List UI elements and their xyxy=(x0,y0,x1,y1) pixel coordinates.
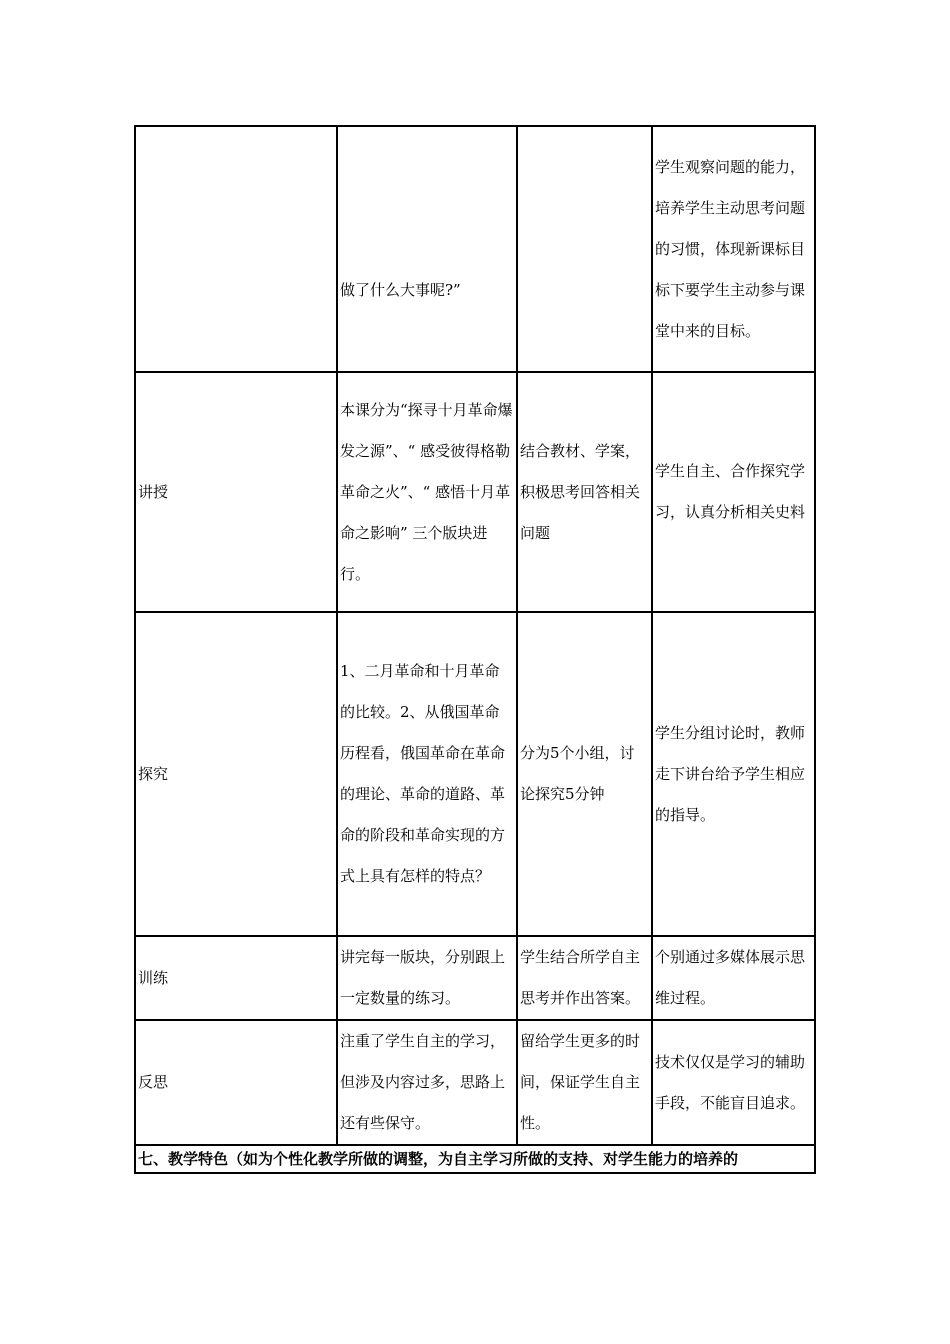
teacher-activity-text: 做了什么大事呢?” xyxy=(340,280,461,299)
teacher-activity-cell: 1、二月革命和十月革命的比较。2、从俄国革命历程看，俄国革命在革命的理论、革命的道路、革命的阶段和革命实现的方式上具有怎样的特点？ xyxy=(337,612,517,936)
design-intent-cell: 学生自主、合作探究学习，认真分析相关史料 xyxy=(652,372,815,612)
lesson-plan-table xyxy=(134,125,816,1174)
design-intent-cell: 技术仅仅是学习的辅助手段，不能盲目追求。 xyxy=(652,1020,815,1145)
section-heading-row xyxy=(135,1145,815,1173)
student-activity-cell xyxy=(517,126,652,372)
student-activity-cell: 分为5个小组，讨论探究5分钟 xyxy=(517,612,652,936)
teacher-activity-cell xyxy=(337,126,517,372)
student-activity-cell: 结合教材、学案，积极思考回答相关问题 xyxy=(517,372,652,612)
teacher-activity-cell: 本课分为“探寻十月革命爆发之源”、“ 感受彼得格勒革命之火”、“ 感悟十月革命之影响” 三个版块进行。 xyxy=(337,372,517,612)
design-intent-cell: 学生分组讨论时，教师走下讲台给予学生相应的指导。 xyxy=(652,612,815,936)
stage-cell: 训练 xyxy=(135,936,337,1020)
student-activity-cell: 留给学生更多的时间，保证学生自主性。 xyxy=(517,1020,652,1145)
teacher-activity-cell: 讲完每一版块，分别跟上一定数量的练习。 xyxy=(337,936,517,1020)
teacher-activity-cell: 注重了学生自主的学习，但涉及内容过多，思路上还有些保守。 xyxy=(337,1020,517,1145)
table-row xyxy=(135,612,815,936)
design-intent-cell: 个别通过多媒体展示思维过程。 xyxy=(652,936,815,1020)
design-intent-cell: 学生观察问题的能力，培养学生主动思考问题的习惯，体现新课标目标下要学生主动参与课堂中来的目标。 xyxy=(652,126,815,372)
stage-cell: 讲授 xyxy=(135,372,337,612)
student-activity-cell: 学生结合所学自主思考并作出答案。 xyxy=(517,936,652,1020)
table-row xyxy=(135,372,815,612)
stage-cell xyxy=(135,126,337,372)
table-row xyxy=(135,1020,815,1145)
table-row xyxy=(135,126,815,372)
stage-cell: 反思 xyxy=(135,1020,337,1145)
table-row xyxy=(135,936,815,1020)
stage-cell: 探究 xyxy=(135,612,337,936)
section-heading: 七、教学特色（如为个性化教学所做的调整，为自主学习所做的支持、对学生能力的培养的 xyxy=(135,1145,815,1173)
